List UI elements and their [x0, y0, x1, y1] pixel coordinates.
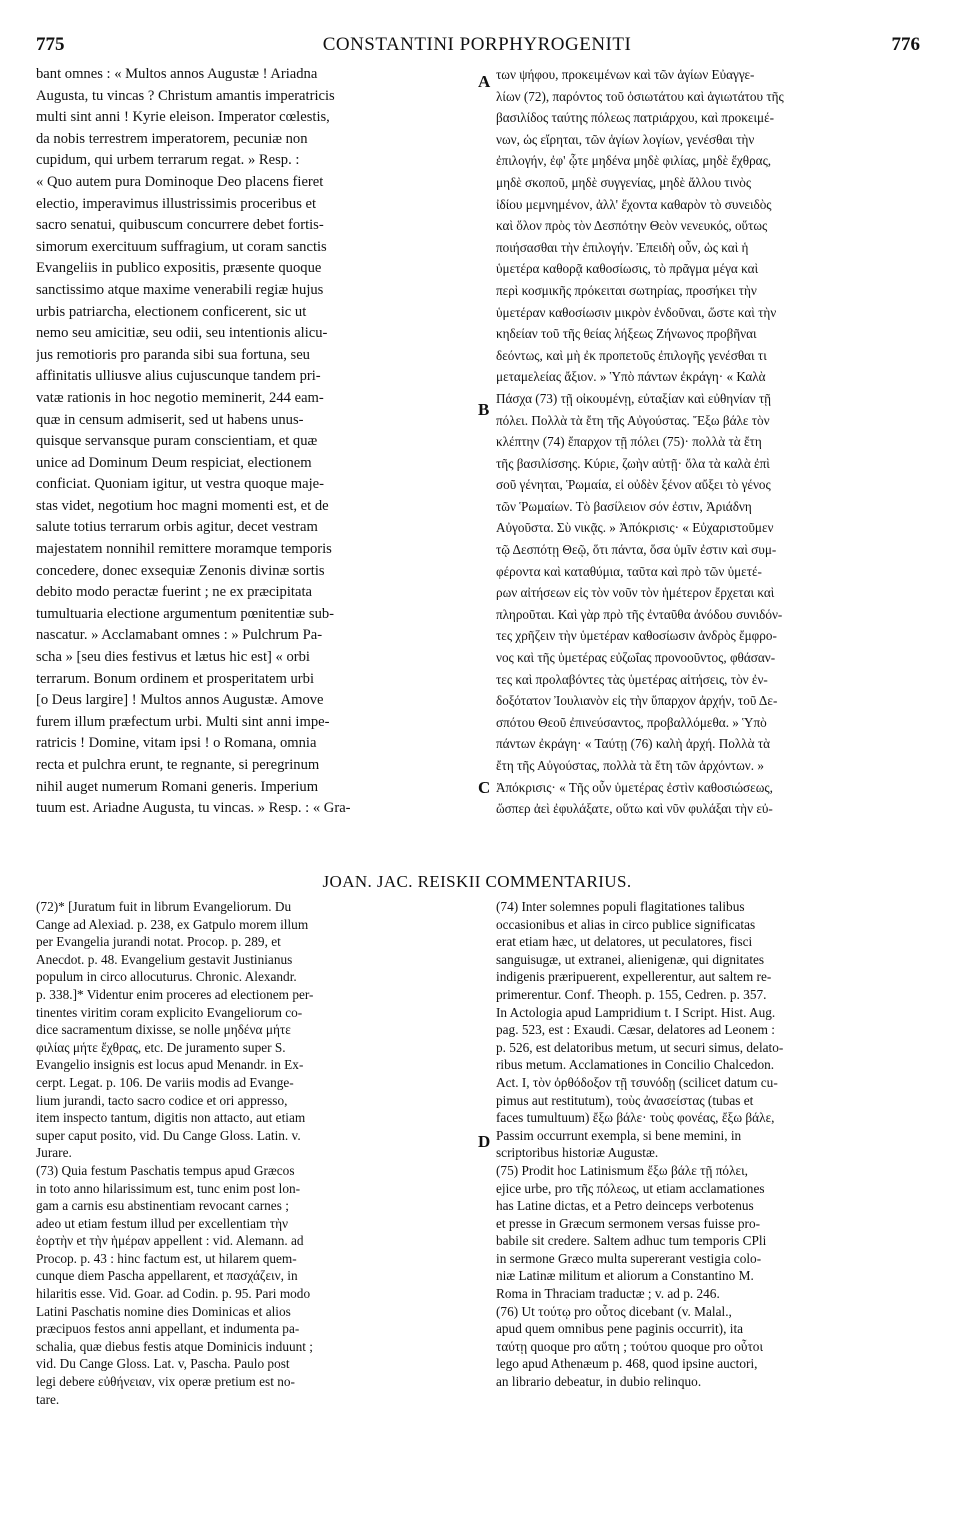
commentary-line: pimus aut restitutum), τοὺς ἀνασείστας (tubas et	[496, 1092, 754, 1108]
greek-text-line: ρων αἰτήσεων εἰς τὸν νοῦν τὸν ἡμέτερον ἔρχεται καὶ	[496, 585, 775, 601]
latin-text-line: stas videt, negotium hoc magni momenti est, et de	[36, 497, 329, 514]
commentary-line: an librario debeatur, in dubio relinquo.	[496, 1374, 702, 1390]
commentary-line: niæ Latinæ militum et aliorum a Constantino M.	[496, 1268, 754, 1284]
commentary-line: (74) Inter solemnes populi flagitationes talibus	[496, 899, 745, 914]
commentary-line: pag. 523, est : Exaudi. Cæsar, delatores ad Leonem :	[496, 1022, 776, 1038]
latin-text-line: furem illum præfectum urbi. Multi sint anni impe-	[36, 713, 330, 730]
greek-text-line: Ἀπόκρισις· « Τῆς οὖν ὑμετέρας ἐστὶν καθοσιώσεως,	[496, 779, 773, 795]
latin-text-line: tumultuaria electione argumentum pœnitentiæ sub-	[36, 605, 335, 622]
greek-text-line: ἐπιλογήν, ἐφ' ᾧτε μηδένα μηδὲ φιλίας, μηδὲ ἔχθρας,	[496, 153, 772, 169]
latin-text-line: « Quo autem pura Dominoque Deo placens fieret	[36, 173, 324, 190]
latin-text-line: nemo seu amicitiæ, seu odii, seu intentionis alicu-	[36, 325, 328, 342]
latin-text-line: urbis patriarcha, electionem conficerent, sic ut	[36, 303, 307, 320]
commentary-line: p. 526, est delatoribus metum, ut securi simus, delato-	[496, 1039, 784, 1055]
latin-text-line: quisque servansque puram conscientiam, et quæ	[36, 433, 318, 450]
commentary-line: in sermone Græco multa supererant vestigia colo-	[496, 1250, 762, 1266]
commentary-line: sanguisugæ, ut extranei, alienigenæ, qui dignitates	[496, 951, 765, 967]
commentary-line: primerentur. Conf. Theoph. p. 155, Cedren. p. 357.	[496, 986, 767, 1002]
commentary-line: legi debere εὐθήνειαν, vix operæ pretium est no-	[36, 1374, 295, 1390]
greek-text-line: καὶ ὅλον πρὸς τὸν Δεσπότην Θεὸν νενευκός, οὕτως	[496, 218, 768, 234]
commentary-line: Roma in Thraciam traductæ ; v. ad p. 246.	[496, 1286, 720, 1302]
commentary-line: Act. I, τὸν ὀρθόδοξον τῇ τσυνόδῃ (scilicet datum cu-	[496, 1074, 778, 1090]
latin-text-line: electio, imperavimus illustrissimis proceribus et	[36, 195, 317, 212]
latin-text-line: vatæ rationis in hoc negotio meminerit, 244 eam-	[36, 389, 324, 406]
commentary-line: babile sit credere. Saltem adhuc tum temporis CPli	[496, 1233, 767, 1249]
latin-text-line: da nobis terrestrem imperatorem, pecuniæ non	[36, 130, 308, 147]
commentary-line: p. 338.]* Videntur enim proceres ad electionem per-	[36, 986, 314, 1002]
commentary-line: vid. Du Cange Gloss. Lat. v, Pascha. Paulo post	[36, 1356, 290, 1372]
section-marker-a: A	[478, 72, 491, 91]
latin-text-line: multi sint anni ! Kyrie eleison. Imperator cœlestis,	[36, 109, 330, 126]
page-number-right: 776	[891, 34, 920, 55]
greek-text-line: τες καὶ προλαβόντες τὰς ὑμετέρας αἰτήσεις, τὸν ἐν-	[496, 671, 768, 687]
latin-text-line: jus remotioris pro paranda sibi sua fortuna, seu	[36, 346, 310, 363]
commentary-line: cerpt. Legat. p. 106. De variis modis ad Evange-	[36, 1074, 294, 1090]
greek-text-line: πόλει. Πολλὰ τὰ ἔτη τῆς Αὐγούστας. Ἔξω βάλε τὸν	[496, 412, 770, 428]
page-header	[0, 30, 954, 60]
greek-text-line: τῷ Δεσπότῃ Θεῷ, ὅτι πάντα, ὅσα ὑμῖν ἐστιν καὶ συμ-	[496, 542, 777, 558]
section-marker-c: C	[478, 778, 491, 797]
latin-text-line: nihil auget numerum Romani generis. Imperium	[36, 778, 319, 795]
latin-text-line: majestatem nonnihil remittere moramque temporis	[36, 541, 332, 558]
latin-text-line: recta et pulchra erunt, te regnante, si peregrinum	[36, 757, 320, 773]
commentary-right-column	[496, 898, 918, 1391]
latin-text-line: quæ in censum admiserit, sed ut habens unus-	[36, 411, 304, 428]
greek-text-line: τῆς βασιλίσσης. Κύριε, ζωὴν αὐτῇ· ὅλα τὰ καλὰ ἐπὶ	[496, 455, 770, 471]
commentary-line: φιλίας μήτε ἔχθρας, etc. De juramento super S.	[36, 1039, 286, 1055]
latin-text-line: sacro senatui, quibuscum concurrere debet fortis-	[36, 217, 324, 234]
commentary-line: item inspecto tantum, digitis non attacto, aut etiam	[36, 1110, 306, 1126]
greek-text-line: ἔτη τῆς Αὐγούστας, πολλὰ τὰ ἔτη τῶν ἀρχόντων. »	[496, 758, 764, 773]
greek-text-line: Πάσχα (73) τῇ οἰκουμένῃ, εὐταξίαν καὶ εὐθηνίαν τῇ	[496, 390, 772, 406]
greek-text-line: μηδὲ σκοποῦ, μηδὲ συγγενίας, μηδὲ ἄλλου τινὸς	[496, 174, 752, 190]
greek-text-line: περὶ κοσμικῆς πρόκειται σωτηρίας, προσήκει τὴν	[496, 282, 757, 298]
section-marker-b: B	[478, 400, 490, 419]
greek-text-line: φέροντα καὶ καταθύμια, ταῦτα καὶ πρὸ τῶν ὑμετέ-	[496, 563, 762, 579]
latin-text-line: debito modo peractæ fuerint ; ne ex præcipitata	[36, 584, 312, 601]
greek-text-line: ποιήσασθαι τὴν ἐπιλογήν. Ἐπειδὴ οὖν, ὡς καὶ ἡ	[496, 239, 749, 255]
commentary-line: ribus metum. Acclamationes in Concilio Chalcedon.	[496, 1057, 775, 1073]
section-marker-d: D	[478, 1132, 491, 1151]
commentary-line: lego apud Athenæum p. 468, quod ipsine auctori,	[496, 1356, 758, 1372]
greek-text-line: Αὐγοῦστα. Σὺ νικᾷς. » Ἀπόκρισις· « Εὐχαριστοῦμεν	[496, 520, 774, 536]
latin-text-line: scha » [seu dies festivus et lætus hic est] « orbi	[36, 649, 310, 666]
commentary-line: in toto anno hilarissimum est, tunc enim post lon-	[36, 1180, 301, 1196]
commentary-line: indigenis præripuerent, expellerentur, aut saltem re-	[496, 969, 772, 985]
latin-text-line: bant omnes : « Multos annos Augustæ ! Ariadna	[36, 66, 318, 82]
commentary-line: et presse in Græcum sermonem versas fuisse pro-	[496, 1215, 761, 1231]
commentary-line: dice sacramentum dixisse, se nolle μηδένα μήτε	[36, 1022, 291, 1038]
commentary-line: Evangelio insignis est locus apud Menandr. in Ex-	[36, 1057, 304, 1073]
commentary-line: Anecdot. p. 48. Evangelium gestavit Justinianus	[36, 951, 293, 967]
greek-text-line: μεταμελείας ἄξιον. » Ὑπὸ πάντων ἐκράγη· « Καλὰ	[496, 369, 766, 385]
commentary-line: apud quem omnibus pene paginis occurrit), ita	[496, 1321, 744, 1337]
commentary-line: (75) Prodit hoc Latinismum ἔξω βάλε τῇ πόλει,	[496, 1162, 749, 1178]
latin-text-line: affinitatis ulliusve alius cujuscunque tandem pri-	[36, 368, 321, 385]
greek-text-column	[496, 64, 918, 820]
greek-text-line: δοξότατον Ἰουλιανὸν εἰς τὴν ὕπαρχον ἀρχήν, τοῦ Δε-	[496, 693, 778, 709]
latin-text-line: [o Deus largire] ! Multos annos Augustæ. Amove	[36, 692, 324, 709]
latin-text-line: Evangeliis in publico expositis, præsente quoque	[36, 260, 322, 277]
latin-text-column	[36, 64, 472, 820]
commentary-line: In Actologia apud Lampridium t. I Script. Hist. Aug.	[496, 1004, 776, 1020]
greek-text-line: ὥσπερ ἀεὶ ἐφυλάξατε, οὕτω καὶ νῦν φυλάξαι τὴν εὐ-	[496, 801, 773, 817]
commentary-line: tinentes viritim coram explicito Evangeliorum co-	[36, 1004, 303, 1020]
greek-text-line: ἰδίου μεμνημένον, ἀλλ' ἔχοντα καθαρὸν τὸ συνειδὸς	[496, 196, 772, 212]
greek-text-line: σπότου Θεοῦ ἐπινεύσαντος, προβαλλόμεθα. » Ὑπὸ	[496, 714, 767, 730]
latin-text-line: Augusta, tu vincas ? Christum amantis imperatricis	[36, 87, 335, 104]
commentary-line: per Evangelia jurandi notat. Procop. p. 289, et	[36, 934, 281, 950]
commentary-line: scriptoribus historiæ Augustæ.	[496, 1145, 659, 1161]
greek-text-line: δεόντως, καὶ μὴ ἐκ προπετοῦς ἐπιλογῆς γενέσθαι τι	[496, 347, 767, 363]
page-title: CONSTANTINI PORPHYROGENITI	[322, 34, 632, 55]
latin-text-line: concedere, donec exsequiæ Zenonis divinæ sortis	[36, 562, 325, 579]
commentary-line: schalia, quæ diebus festis atque Dominicis induunt ;	[36, 1338, 313, 1354]
commentary-line: (73) Quia festum Paschatis tempus apud Græcos	[36, 1162, 295, 1178]
commentary-line: hilaritis esse. Vid. Goar. ad Codin. p. 95. Pari modo	[36, 1286, 311, 1302]
commentary-line: Latini Paschatis nomine dies Dominicas et alios	[36, 1303, 291, 1319]
latin-text-line: salute totius terrarum orbis agitur, decet vestram	[36, 519, 318, 536]
page-number-left: 775	[36, 34, 65, 55]
commentary-left-column	[36, 898, 472, 1408]
commentary-line: has Latine dictas, et a Petro deinceps verbotenus	[496, 1198, 754, 1214]
greek-text-line: ὑμετέρα καθορᾷ καθοσίωσις, τὸ πρᾶγμα μέγα καὶ	[496, 261, 759, 277]
commentary-line: ἑορτὴν et τὴν ἡμέραν appellent : vid. Alemann. ad	[36, 1233, 304, 1249]
greek-text-line: κλέπτην (74) ἔπαρχον τῇ πόλει (75)· πολλὰ τὰ ἔτη	[496, 434, 762, 450]
commentary-line: ejice urbe, pro τῆς πόλεως, ut etiam acclamationes	[496, 1180, 765, 1196]
commentary-line: ταύτῃ quoque pro αὕτη ; τούτου quoque pro οὗτοι	[496, 1338, 764, 1354]
commentary-line: gam a carnis esu abstinentiam revocant carnes ;	[36, 1198, 289, 1214]
commentary-line: (72)* [Juratum fuit in librum Evangeliorum. Du	[36, 899, 292, 914]
commentary-line: Passim occurrunt exempla, si bene memini, in	[496, 1127, 742, 1143]
latin-text-line: sanctissimo atque maxime venerabili regiæ hujus	[36, 281, 324, 298]
commentary-line: (76) Ut τούτῳ pro οὗτος dicebant (v. Malal.,	[496, 1303, 732, 1319]
greek-text-line: ὑμετέραν καθοσίωσιν μικρὸν ἐνδοῦναι, ὥστε καὶ τὴν	[496, 304, 777, 320]
latin-text-line: nascatur. » Acclamabant omnes : » Pulchrum Pa-	[36, 627, 323, 644]
greek-text-line: πληροῦται. Καὶ γὰρ πρὸ τῆς ἐνταῦθα ἀνόδου συνιδόν-	[496, 606, 783, 622]
commentary-line: erat etiam hæc, ut delatores, ut peculatores, fisci	[496, 934, 753, 950]
commentary-line: occasionibus et alias in circo publice significatas	[496, 916, 756, 932]
greek-text-line: κηδείαν τοῦ τῆς θείας λήξεως Ζήνωνος προβῆναι	[496, 326, 757, 342]
commentary-line: populum in circo allocuturus. Chronic. Alexandr.	[36, 969, 297, 985]
greek-text-line: νος καὶ τῆς ὑμετέρας εὐζωΐας προνοοῦντος, φθάσαν-	[496, 650, 776, 666]
latin-text-line: cupidum, qui urbem terrarum regat. » Resp. :	[36, 152, 300, 169]
commentary-line: adeo ut etiam festum illud per excellentiam τὴν	[36, 1215, 289, 1231]
latin-text-line: unice ad Dominum Deum respiciat, electionem	[36, 454, 312, 471]
latin-text-line: ratricis ! Domine, vitam ipsi ! o Romana, omnia	[36, 735, 317, 752]
commentary-line: faces tumultuum) ἔξω βάλε· τοὺς φονέας, ἔξω βάλε,	[496, 1110, 775, 1126]
commentary-line: super caput posito, vid. Du Cange Gloss. Latin. v.	[36, 1127, 301, 1143]
latin-text-line: simorum exercituum suffragium, ut coram sanctis	[36, 238, 327, 255]
commentary-line: præcipuos festos anni appellant, et indumenta pa-	[36, 1321, 300, 1337]
latin-text-line: tuum est. Ariadne Augusta, tu vincas. » Resp. : « Gra-	[36, 800, 351, 817]
greek-text-line: τῶν Ῥωμαίων. Τὸ βασίλειον σόν ἐστιν, Ἀριάδνη	[496, 498, 752, 514]
greek-text-line: σοῦ γένηται, Ῥωμαία, εἰ οὐδὲν ξένον αὔξει τὸ γένος	[496, 477, 771, 493]
commentary-line: lium jurandi, tacto sacro codice et ori appresso,	[36, 1092, 288, 1108]
latin-text-line: conficiat. Quoniam igitur, ut vestra quoque maje-	[36, 476, 324, 493]
greek-text-line: των ψήφου, προκειμένων καὶ τῶν ἁγίων Εὐαγγε-	[496, 67, 755, 82]
greek-text-line: βασιλίδος ταύτης πόλεως πατριάρχου, καὶ προκειμέ-	[496, 110, 774, 126]
commentary-title: JOAN. JAC. REISKII COMMENTARIUS.	[322, 872, 632, 891]
greek-text-line: πάντων ἐκράγη· « Ταύτῃ (76) καλὴ ἀρχή. Πολλὰ τὰ	[496, 736, 771, 752]
greek-text-line: νων, ὡς εἴρηται, τῶν ἁγίων λογίων, γενέσθαι τὴν	[496, 131, 755, 147]
latin-text-line: terrarum. Bonum ordinem et prosperitatem urbi	[36, 670, 315, 687]
greek-text-line: τες χρῆζειν τὴν ὑμετέραν καθοσίωσιν ἀνδρὸς ἔμφρο-	[496, 628, 777, 644]
commentary-line: cunque diem Pascha appellarent, et πασχάζειν, in	[36, 1268, 298, 1284]
commentary-line: Procop. p. 43 : hinc factum est, ut hilarem quem-	[36, 1250, 297, 1266]
commentary-line: Jurare.	[36, 1145, 72, 1161]
greek-text-line: λίων (72), παρόντος τοῦ ὁσιωτάτου καὶ ἁγιωτάτου τῆς	[496, 88, 784, 104]
commentary-line: tare.	[36, 1391, 60, 1407]
commentary-line: Cange ad Alexiad. p. 238, ex Gatpulo morem illum	[36, 916, 309, 932]
